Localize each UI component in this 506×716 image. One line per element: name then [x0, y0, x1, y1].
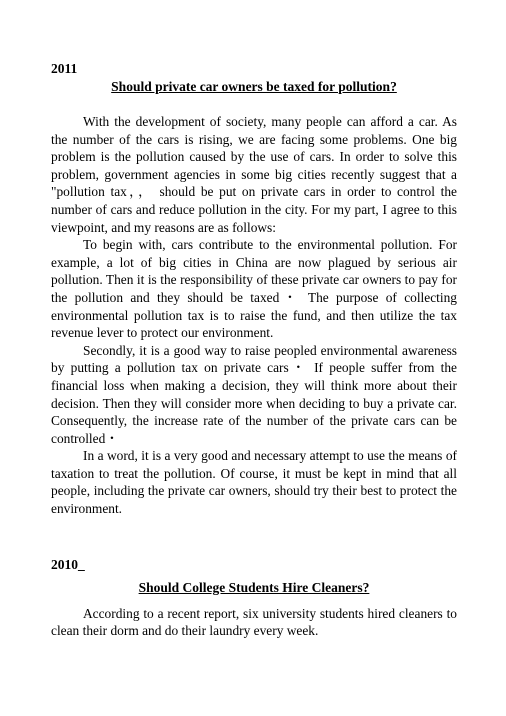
paragraph: Secondly, it is a good way to raise peopled environmental awareness by putting a pollution tax on private cars・ If people suffer from the financial loss when making a decision, they will think more about their decision. Then they will consider more when deciding to buy a private car. Consequently, the increase rate of the number of the private cars can be controlled・ [51, 342, 457, 446]
essay-title: Should private car owners be taxed for pollution? [111, 79, 397, 94]
essay-title: Should College Students Hire Cleaners? [138, 579, 370, 595]
essay-2010 [51, 556, 457, 640]
essay-body [51, 605, 457, 640]
paragraph: With the development of society, many people can afford a car. As the number of the cars is rising, we are facing some problems. One big problem is the pollution caused by the use of cars. In order to solve this problem, government agencies in some big cities recently suggest that a "pollution tax，， should be put on private cars in order to control the number of cars and reduce pollution in the city. For my part, I agree to this viewpoint, and my reasons are as follows: [51, 114, 457, 235]
essay-body [51, 113, 457, 518]
paragraph: According to a recent report, six university students hired cleaners to clean their dorm and do their laundry every week. [51, 605, 457, 639]
paragraph: To begin with, cars contribute to the environmental pollution. For example, a lot of big cities in China are now plagued by serious air pollution. Then it is the responsibility of these private car owners to pay for the pollution and they should be taxed・ The purpose of collecting environmental pollution tax is to raise the fund, and then utilize the tax revenue lever to protect our environment. [51, 237, 457, 341]
section-year: 2011 [51, 61, 78, 76]
section-year: 2010_ [51, 556, 85, 572]
paragraph: In a word, it is a very good and necessary attempt to use the means of taxation to treat the pollution. Of course, it must be kept in mind that all people, including the private car owners, should try their best to protect the environment. [51, 448, 457, 517]
document-page [51, 60, 457, 640]
essay-2011 [51, 60, 457, 518]
